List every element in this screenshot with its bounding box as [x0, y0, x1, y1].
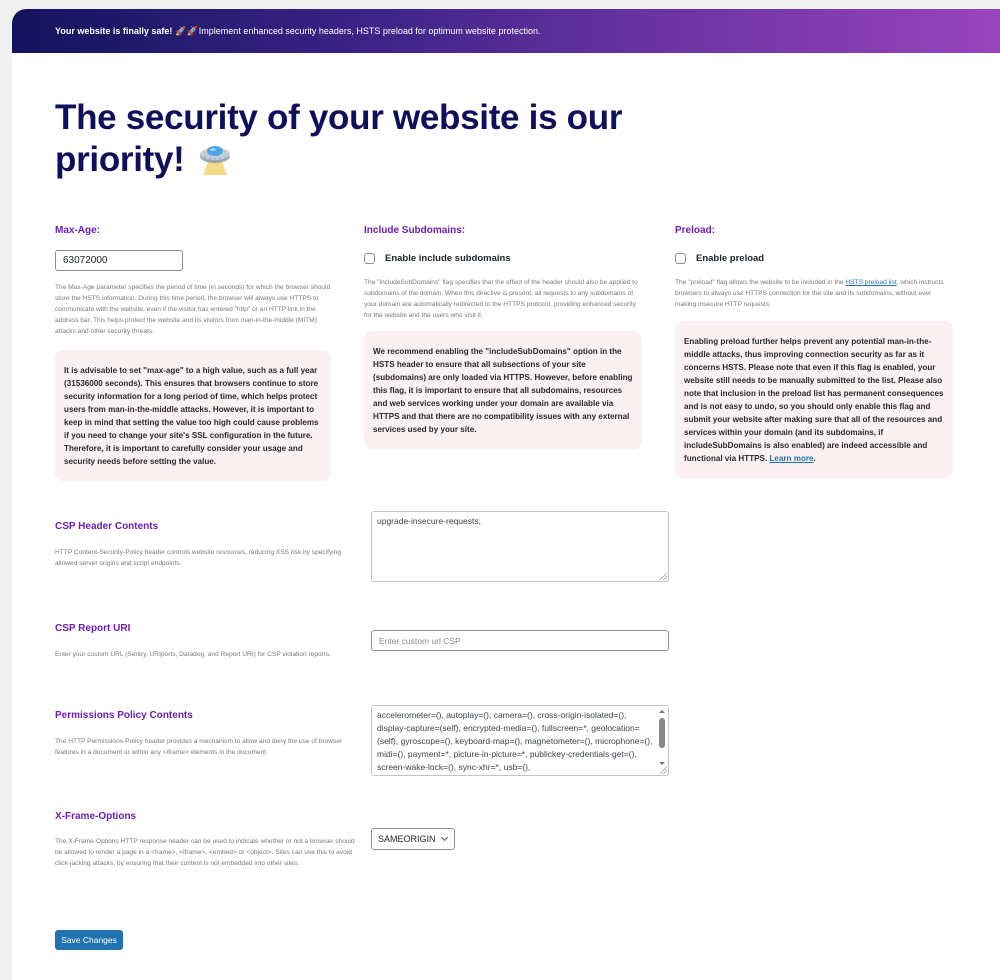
save-changes-button[interactable]: Save Changes — [55, 930, 123, 950]
include-subdomains-note: We recommend enabling the "includeSubDomains" option in the HSTS header to ensure that all subsections of your site (subdomains) are only loaded via HTTPS. However, before enabling this flag, it is important to ensure that all subdomains, resources and web services working under your domain are available via HTTPS and that there are no compatibility issues with any external services used by your site. — [364, 331, 642, 449]
preload-checkbox[interactable] — [675, 253, 686, 264]
x-frame-options-row — [55, 807, 975, 897]
textarea-scrollbar[interactable] — [658, 708, 666, 765]
permissions-policy-description: The HTTP Permissions-Policy header provides a mechanism to allow and deny the use of browser features in a document or within any <iframe> elements in the document. — [55, 738, 343, 756]
preload-description: The "preload" flag allows the website to be included in the HSTS preload list, which instructs browsers to always use HTTPS connection for the site and its subdomains, without ever making insecure HTTP requests. — [675, 279, 944, 308]
csp-header-row — [55, 501, 975, 591]
max-age-description: The Max-Age parameter specifies the period of time (in seconds) for which the browser should store the HSTS information. During this time period, the browser will always use HTTPS to communicate with the website, even if the visitor has entered "http" or an HTTP link in the address bar. This helps protect the website and its visitors from man-in-the-middle (MITM) attacks and other security threats. — [55, 284, 331, 335]
max-age-label: Max-Age: — [55, 225, 101, 236]
max-age-input[interactable]: 63072000 — [55, 250, 183, 271]
learn-more-link[interactable]: Learn more — [769, 454, 814, 463]
max-age-note: It is advisable to set "max-age" to a high value, such as a full year (31536000 seconds). This ensures that browsers continue to store security information for a long period of time, which helps protect users from man-in-the-middle attacks. However, it is important to keep in mind that setting the value too high could cause problems if you need to change your site's SSL configuration in the future. Therefore, it is important to carefully consider your usage and security needs before setting the value. — [55, 350, 331, 481]
banner-bold-text: Your website is finally safe! — [55, 26, 173, 36]
banner-text: Implement enhanced security headers, HSTS preload for optimum website protection. — [198, 26, 541, 36]
x-frame-options-select[interactable]: SAMEORIGIN — [371, 828, 455, 850]
scroll-thumb[interactable] — [659, 718, 665, 748]
x-frame-options-label: X-Frame-Options — [55, 811, 137, 822]
permissions-policy-label: Permissions Policy Contents — [55, 710, 193, 721]
preload-note: Enabling preload further helps prevent any potential man-in-the-middle attacks, thus improving connection security as far as it concerns HSTS. Please note that even if this flag is enabled, your website still needs to be manually submitted to the list. Please also note that inclusion in the preload list has permanent consequences and is not easy to undo, so you should only enable this flag and submit your website after making sure that all of the resources and services within your domain (and its subdomains, if includeSubDomains is also enabled) are indeed accessible and functional via HTTPS. Learn more. — [675, 321, 953, 478]
include-subdomains-section — [364, 225, 642, 449]
preload-option[interactable] — [675, 251, 953, 265]
max-age-section — [55, 225, 331, 481]
preload-section — [675, 225, 953, 478]
csp-header-textarea[interactable]: upgrade-insecure-requests; — [371, 511, 669, 582]
csp-report-uri-input[interactable]: Enter custom url CSP — [371, 630, 669, 651]
scroll-down-arrow-icon[interactable] — [659, 762, 665, 765]
resize-handle[interactable] — [660, 573, 667, 580]
promo-banner — [12, 9, 1000, 53]
chevron-down-icon — [441, 834, 448, 841]
preload-label: Preload: — [675, 225, 716, 236]
x-frame-options-description: The X-Frame-Options HTTP response header can be used to indicate whether or not a browser should be allowed to render a page in a <frame>, <iframe>, <embed> or <object>. Sites can use this to avoid click-jacking attacks, by ensuring that their content is not embedded into other sites. — [55, 838, 355, 867]
csp-report-row — [55, 619, 975, 679]
hsts-preload-list-link[interactable]: HSTS preload list — [845, 279, 897, 286]
csp-header-description: HTTP Content-Security-Policy header controls website resources, reducing XSS risk by specifying allowed server origins and script endpoints. — [55, 549, 342, 567]
include-subdomains-option[interactable] — [364, 251, 642, 265]
settings-page — [12, 9, 1000, 980]
csp-header-label: CSP Header Contents — [55, 521, 159, 532]
csp-report-description: Enter your custom URL (Sentry, URIports, Datadog, and Report URI) for CSP violation reports. — [55, 651, 331, 658]
permissions-policy-textarea[interactable]: accelerometer=(), autoplay=(), camera=(), cross-origin-isolated=(), display-capture=(self), encrypted-media=(), fullscreen=*, geolocation=(self), gyroscope=(), keyboard-map=(), magnetometer=(), microphone=(), midi=(), payment=*, picture-in-picture=*, publickey-credentials-get=(), screen-wake-lock=(), sync-xhr=*, usb=(), — [371, 705, 669, 776]
resize-handle[interactable] — [660, 767, 667, 774]
csp-report-label: CSP Report URI — [55, 623, 131, 634]
rocket-icon: 🚀🚀 — [175, 25, 198, 36]
include-subdomains-label: Include Subdomains: — [364, 225, 466, 236]
include-subdomains-description: The "includeSubDomains" flag specifies that the effect of the header should also be applied to subdomains of the domain. When this directive is present, all requests to any subdomains of your domain are automatically redirected to the HTTPS protocol, providing enhanced security for the website and the users who visit it. — [364, 279, 638, 319]
include-subdomains-checkbox[interactable] — [364, 253, 375, 264]
scroll-up-arrow-icon[interactable] — [659, 710, 665, 713]
include-subdomains-checkbox-label[interactable]: Enable include subdomains — [385, 252, 511, 264]
permissions-policy-row — [55, 695, 975, 785]
preload-checkbox-label[interactable]: Enable preload — [696, 252, 765, 264]
page-title: The security of your website is our priority! — [55, 98, 623, 179]
ufo-icon — [198, 143, 232, 175]
